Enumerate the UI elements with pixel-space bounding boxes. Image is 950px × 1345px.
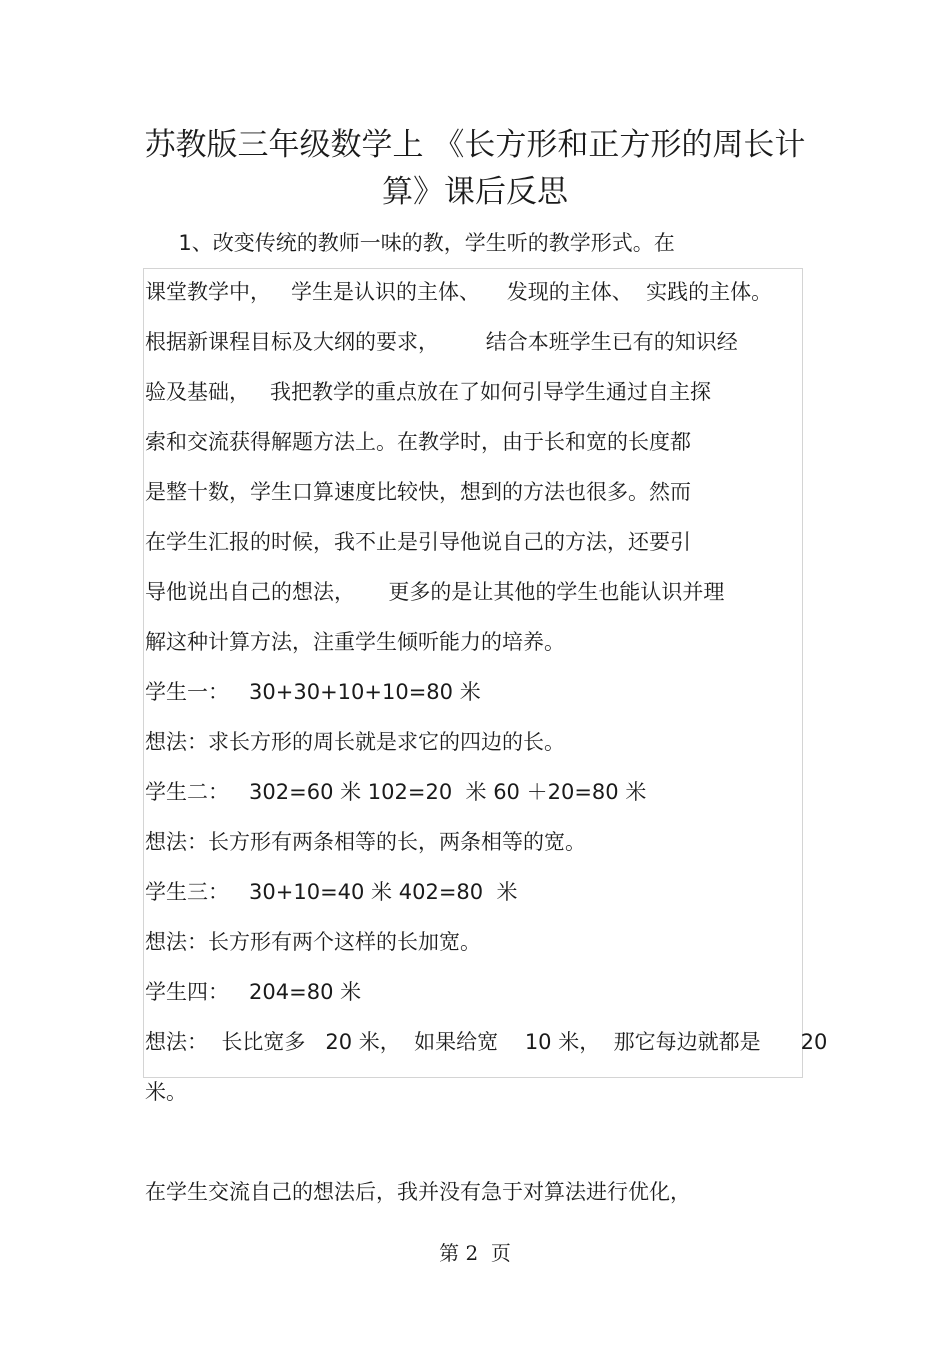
paragraph-line: 1、改变传统的教师一味的教，学生听的教学形式。在: [145, 231, 675, 255]
paragraph-line: 在学生汇报的时候，我不止是引导他说自己的方法，还要引: [145, 530, 691, 554]
document-title-line-2: 算》课后反思: [382, 174, 568, 210]
student-4-answer: 学生四： 204=80 米: [145, 980, 362, 1004]
paragraph-line: 解这种计算方法，注重学生倾听能力的培养。: [145, 630, 565, 654]
student-3-idea: 想法：长方形有两个这样的长加宽。: [145, 930, 481, 954]
student-4-idea: 想法： 长比宽多 20 米， 如果给宽 10 米， 那它每边就都是 20: [145, 1030, 828, 1054]
document-title-line-1: 苏教版三年级数学上 《长方形和正方形的周长计: [144, 127, 806, 163]
paragraph-line: 索和交流获得解题方法上。在教学时，由于长和宽的长度都: [145, 430, 691, 454]
paragraph-line: 课堂教学中， 学生是认识的主体、 发现的主体、 实践的主体。: [145, 280, 773, 304]
student-3-answer: 学生三： 30+10=40 米 402=80 米: [145, 880, 518, 904]
student-2-answer: 学生二： 302=60 米 102=20 米 60 ＋20=80 米: [145, 780, 647, 804]
student-1-answer: 学生一： 30+30+10+10=80 米: [145, 680, 481, 704]
closing-paragraph-line: 在学生交流自己的想法后，我并没有急于对算法进行优化，: [145, 1180, 691, 1204]
student-4-idea-continued: 米。: [145, 1080, 187, 1104]
paragraph-line: 是整十数，学生口算速度比较快，想到的方法也很多。然而: [145, 480, 691, 504]
paragraph-line: 根据新课程目标及大纲的要求， 结合本班学生已有的知识经: [145, 330, 738, 354]
student-1-idea: 想法：求长方形的周长就是求它的四边的长。: [145, 730, 565, 754]
paragraph-line: 验及基础， 我把教学的重点放在了如何引导学生通过自主探: [145, 380, 712, 404]
page-number: 第 2 页: [439, 1241, 511, 1265]
student-2-idea: 想法：长方形有两条相等的长，两条相等的宽。: [145, 830, 586, 854]
paragraph-line: 导他说出自己的想法， 更多的是让其他的学生也能认识并理: [145, 580, 725, 604]
